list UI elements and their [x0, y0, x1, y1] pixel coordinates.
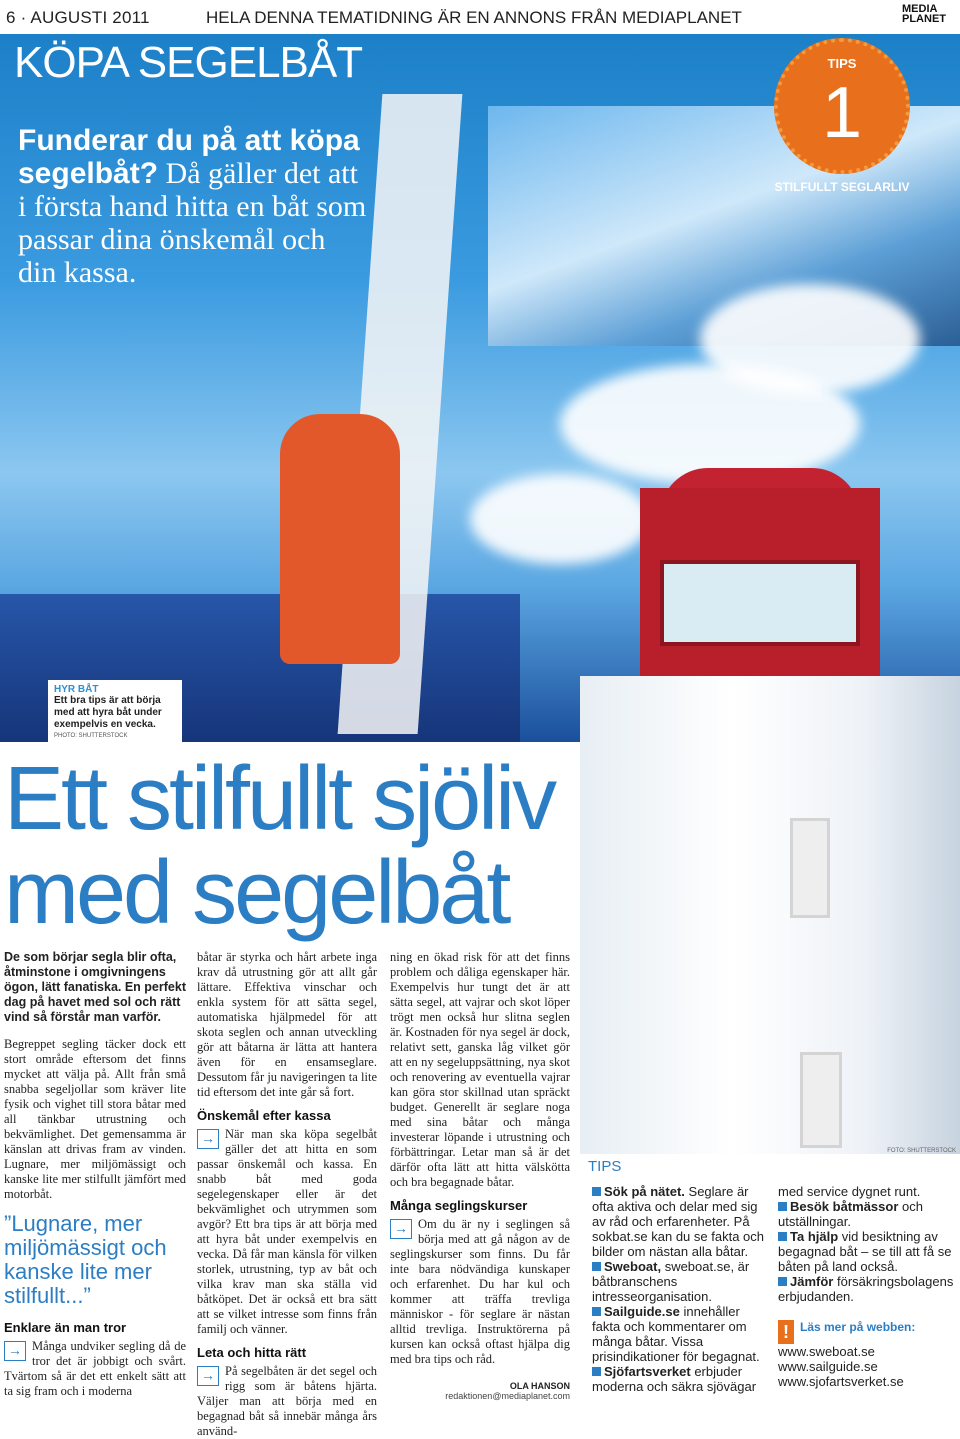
tips-badge — [774, 38, 910, 208]
tip-text: och utställningar. — [778, 1199, 923, 1229]
subheading: Många seglingskurser — [390, 1198, 528, 1213]
tip-bold: Jämför — [790, 1274, 834, 1289]
lighthouse-window — [790, 818, 830, 918]
article-column-3 — [390, 950, 570, 1401]
badge-number: 1 — [821, 73, 863, 153]
caption-body: Ett bra tips är att börja med att hyra båt under exempelvis en vecka. — [54, 695, 162, 730]
paragraph: ning en ökad risk för att det finns problem och dåliga egenskaper här. Exempelvis hur tungt det är att sätta segel, att vajrar och skot löper trögt men också hur slitna seglen är. Kostnaden för nya segel är dock, relativt sett, ganska låg vilket gör att en ny segeluppsättning, nya skot och renovering av eventuella vajrar kan göra stor skillnad utan spräckt budget. Generellt är seglare noga med sina båtar och många investerar löpande i utrustning och förbättringar. Letar man så är det därför ofta lätt att hitta välskötta och bra begagnade båtar. — [390, 950, 570, 1189]
lighthouse-window — [800, 1052, 842, 1148]
tip-bold: Sjöfartsverket — [604, 1364, 691, 1379]
article-column-1 — [4, 950, 186, 1399]
pull-quote: ”Lugnare, mer miljömässigt och kanske lite mer stilfullt...” — [4, 1211, 167, 1308]
ad-notice: HELA DENNA TEMATIDNING ÄR EN ANNONS FRÅN MEDIAPLANET — [206, 8, 742, 27]
tip-bold: Sweboat, — [604, 1259, 662, 1274]
bullet-icon — [592, 1307, 601, 1316]
paragraph: Begreppet segling täcker dock ett stort område eftersom det finns mycket att välja på. Allt från små snabba segeljollar som kräver lite fysik och vighet till stora båtar med all tänkbar utrustning och bekvämlighet. Det gemensamma är känslan att drivas fram av vinden. Lugnare, mer miljömässigt och kanske lite mer stilfullt jämfört med motorbåt. — [4, 1037, 186, 1201]
tip-item — [592, 1364, 768, 1394]
tip-text: Seglare är ofta aktiva och delar med sig av råd och erfarenheter. På sokbat.se kan du se fakta och bilder om nästan alla båtar. — [592, 1184, 764, 1259]
tips-column-left — [592, 1184, 768, 1394]
subheading: Enklare än man tror — [4, 1320, 127, 1335]
bullet-icon — [778, 1202, 787, 1211]
read-more — [778, 1320, 954, 1344]
tip-item — [592, 1304, 768, 1364]
bullet-icon — [778, 1277, 787, 1286]
lead-bold: Funderar du på att köpa segelbåt? — [18, 124, 360, 190]
tip-item — [592, 1184, 768, 1259]
article-column-2 — [197, 950, 377, 1439]
paragraph-text: Många undviker segling då de tror det är jobbigt och svårt. Tvärtom så är det ett enkelt sätt att ta sig fram och i moderna — [4, 1339, 186, 1398]
arrow-icon: → — [197, 1129, 219, 1149]
bullet-icon — [592, 1262, 601, 1271]
page-header — [0, 0, 960, 34]
tip-text: innehåller fakta och kommentarer om många båtar. Vissa prisindikationer för begagnat. — [592, 1304, 760, 1364]
author-email[interactable]: redaktionen@mediaplanet.com — [445, 1391, 570, 1401]
web-link[interactable]: www.sjofartsverket.se — [778, 1374, 904, 1389]
tip-continuation: med service dygnet runt. — [778, 1184, 921, 1199]
read-more-label: Läs mer på webben: — [800, 1320, 916, 1334]
arrow-icon: → — [197, 1366, 219, 1386]
headline-line-2: med segelbåt — [4, 843, 509, 943]
photo-caption — [48, 680, 182, 742]
tip-bold: Ta hjälp — [790, 1229, 839, 1244]
paragraph — [390, 1217, 570, 1367]
badge-subtitle: STILFULLT SEGLARLIV — [774, 180, 910, 194]
sailor-figure — [280, 414, 400, 664]
web-link[interactable]: www.sailguide.se — [778, 1359, 878, 1374]
tip-text: sweboat.se, är båtbranschens intresseorganisation. — [592, 1259, 750, 1304]
tip-bold: Sailguide.se — [604, 1304, 680, 1319]
caption-photo-credit: PHOTO: SHUTTERSTOCK — [54, 733, 128, 739]
paragraph — [197, 1127, 377, 1337]
lead-rest: Då gäller det att i första hand hitta en båt som passar dina önskemål och din kassa. — [18, 157, 367, 289]
arrow-icon: → — [4, 1341, 26, 1361]
page-date: 6 · AUGUSTI 2011 — [6, 8, 150, 27]
lead-text — [18, 124, 368, 289]
subheading: Leta och hitta rätt — [197, 1345, 307, 1360]
tip-item — [778, 1229, 954, 1274]
tip-bold: Besök båtmässor — [790, 1199, 899, 1214]
cloud-shape — [700, 284, 920, 394]
tip-bold: Sök på nätet. — [604, 1184, 685, 1199]
lighthouse-windows — [660, 560, 860, 646]
paragraph — [197, 1364, 377, 1439]
tip-item — [778, 1199, 954, 1229]
mediaplanet-logo: MEDIA PLANET — [902, 3, 946, 25]
bullet-icon — [592, 1367, 601, 1376]
tips-box — [582, 1154, 960, 1413]
article-headline — [4, 749, 564, 943]
subheading: Önskemål efter kassa — [197, 1108, 331, 1123]
paragraph: båtar är styrka och hårt arbete inga krav då utrustning gör att allt går lättare. Effektiva vinschar och enkla system för att sätta segel, automatiska hjälpmedel för att skota seglen och annan utveckling gör att båtarna är lätta att hantera även för en ensamseglare. Dessutom får ju navigeringen ta lite tid eftersom det inte går så fort. — [197, 950, 377, 1099]
paragraph-text: Om du är ny i seglingen så börja med att gå någon av de seglingskurser som finns. Du får inte bara nödvändiga kunskaper och erfarenhet. Du har kul och kommer att träffa trevliga människor - för seglare är nästan alltid trevliga. Instruktörerna på kursen kan också oftast hjälpa dig med bra tips och råd. — [390, 1217, 570, 1366]
tip-text: försäkringsbolagens erbjudanden. — [778, 1274, 954, 1304]
tip-text: vid besiktning av begagnad båt – se till att få se båten på land också. — [778, 1229, 952, 1274]
tips-title: TIPS — [588, 1158, 622, 1175]
badge-label: TIPS — [827, 56, 857, 71]
tip-text: erbjuder moderna och säkra sjövägar — [592, 1364, 757, 1394]
exclamation-icon: ! — [778, 1320, 794, 1344]
paragraph — [4, 1339, 186, 1399]
tip-item — [592, 1259, 768, 1304]
author-byline: OLA HANSON — [509, 1381, 570, 1391]
link-list — [778, 1344, 954, 1389]
lighthouse-tower — [580, 676, 960, 1154]
bullet-icon — [592, 1187, 601, 1196]
photo-credit: FOTO: SHUTTERSTOCK — [887, 1148, 956, 1154]
arrow-icon: → — [390, 1219, 412, 1239]
cloud-shape — [470, 474, 650, 564]
article-intro: De som börjar segla blir ofta, åtminstone i omgivningens ögon, lätt fanatiska. En perfekt dag på havet med sol och rätt vind så förstår man varför. — [4, 950, 186, 1024]
bullet-icon — [778, 1232, 787, 1241]
tips-column-right — [778, 1184, 954, 1389]
caption-title: HYR BÅT — [54, 684, 99, 695]
tip-item — [778, 1274, 954, 1304]
paragraph-text: På segelbåten är det segel och rigg som är båtens hjärta. Väljer man att börja med en begagnad båt så innebär många års använd- — [197, 1364, 377, 1438]
headline-line-1: Ett stilfullt sjöliv — [4, 749, 555, 849]
paragraph-text: När man ska köpa segelbåt gäller det att hitta en som passar önskemål och kassa. En snabb båt med goda segelegenskaper eller är det bekvämlighet och utrymmen som avgör? Ett bra tips är att börja med att hyra båt under exempelvis en vecka. Då får man känsla för vilken storlek, utrustning, typ av båt och vilka krav man ska ställa vid båtköpet. Det är också ett bra sätt att se vilket intresse som finns från familj och vänner. — [197, 1127, 377, 1336]
web-link[interactable]: www.sweboat.se — [778, 1344, 875, 1359]
section-title: KÖPA SEGELBÅT — [14, 38, 363, 87]
